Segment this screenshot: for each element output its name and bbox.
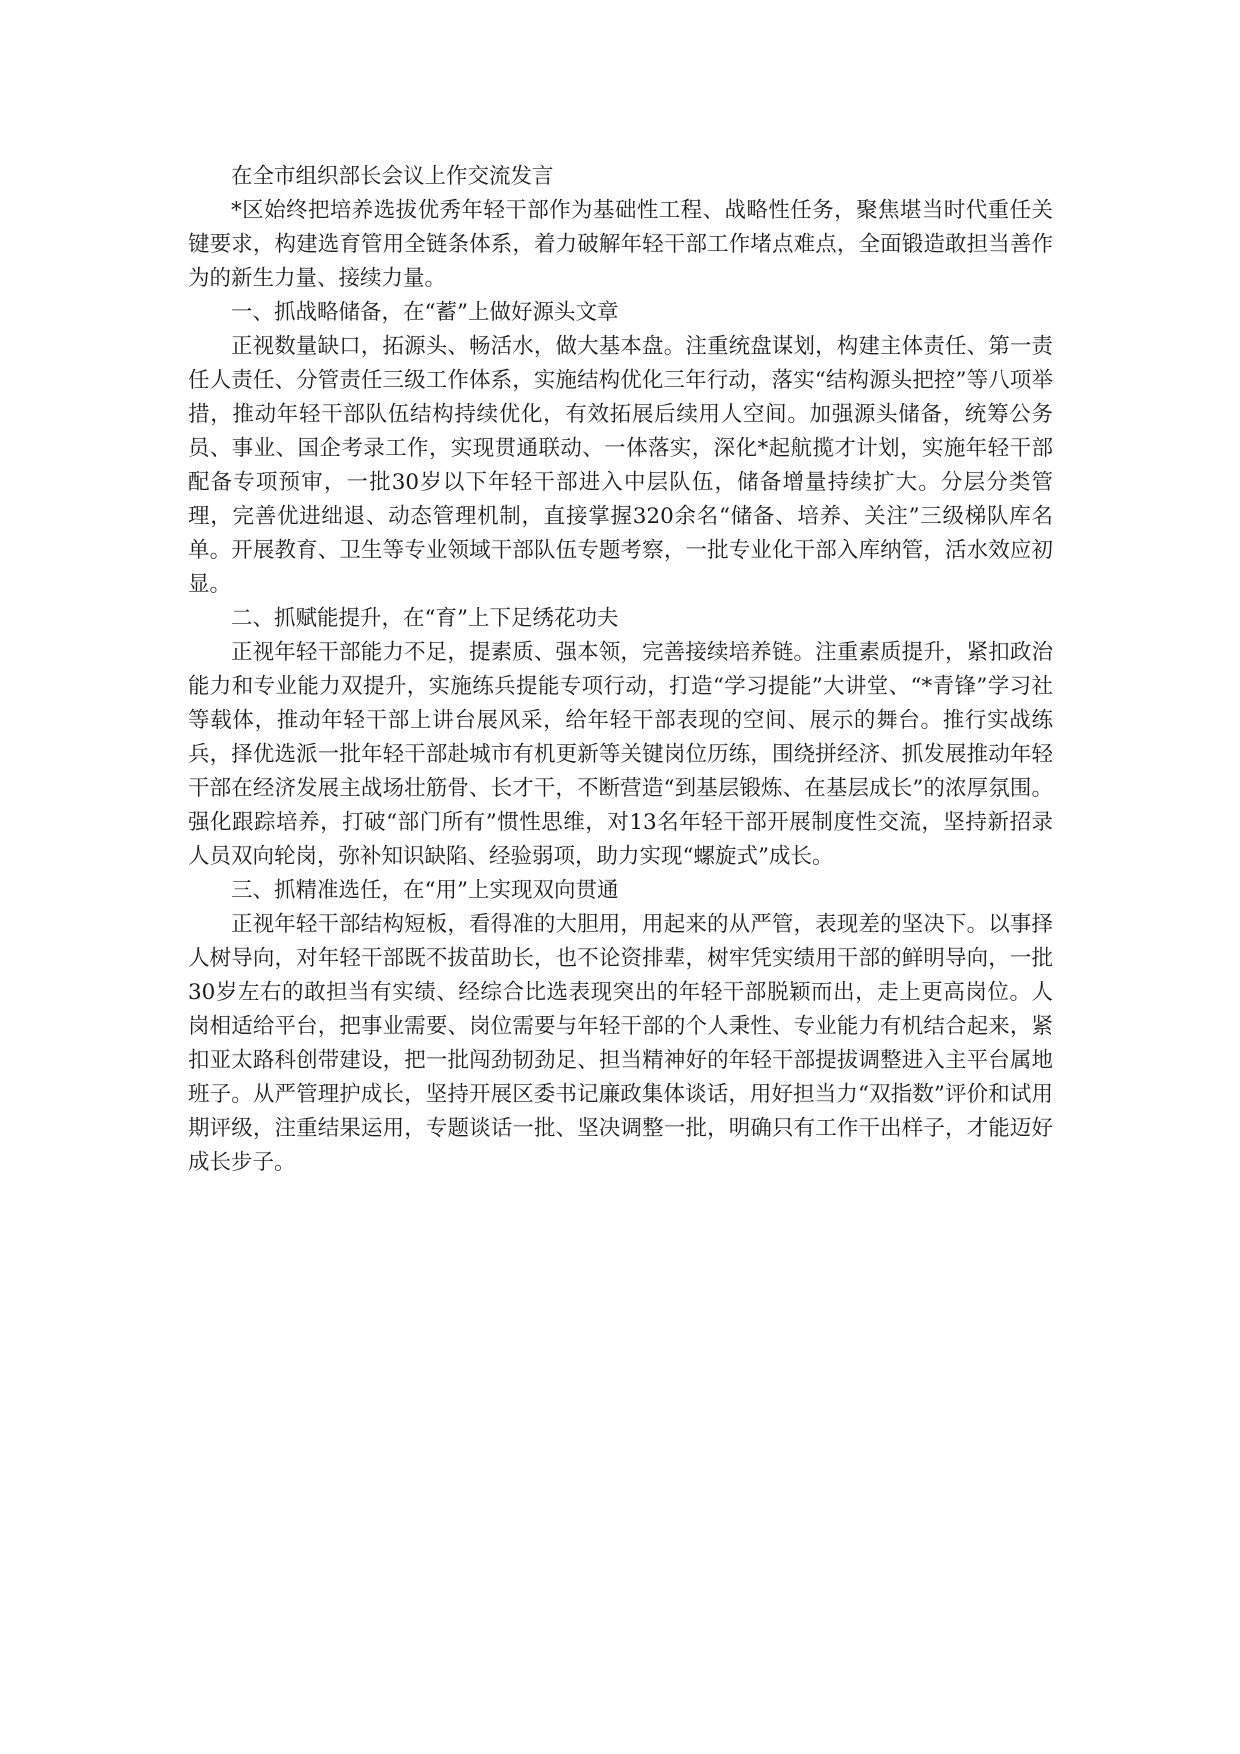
section-1-body: 正视数量缺口，拓源头、畅活水，做大基本盘。注重统盘谋划，构建主体责任、第一责任人责任、分管责任三级工作体系，实施结构优化三年行动，落实“结构源头把控”等八项举措，推动年轻干部队伍结构持续优化，有效拓展后续用人空间。加强源头储备，统筹公务员、事业、国企考录工作，实现贯通联动、一体落实，深化*起航揽才计划，实施年轻干部配备专项预审，一批30岁以下年轻干部进入中层队伍，储备增量持续扩大。分层分类管理，完善优进绌退、动态管理机制，直接掌握320余名“储备、培养、关注”三级梯队库名单。开展教育、卫生等专业领域干部队伍专题考察，一批专业化干部入库纳管，活水效应初显。 bbox=[188, 334, 1053, 597]
document-page bbox=[188, 160, 1053, 1180]
section-2-heading: 二、抓赋能提升，在“育”上下足绣花功夫 bbox=[231, 606, 619, 631]
document-title: 在全市组织部长会议上作交流发言 bbox=[231, 164, 554, 189]
section-2-body: 正视年轻干部能力不足，提素质、强本领，完善接续培养链。注重素质提升，紧扣政治能力和专业能力双提升，实施练兵提能专项行动，打造“学习提能”大讲堂、“*青锋”学习社等载体，推动年轻干部上讲台展风采，给年轻干部表现的空间、展示的舞台。推行实战练兵，择优选派一批年轻干部赴城市有机更新等关键岗位历练，围绕拼经济、抓发展推动年轻干部在经济发展主战场壮筋骨、长才干，不断营造“到基层锻炼、在基层成长”的浓厚氛围。强化跟踪培养，打破“部门所有”惯性思维，对13名年轻干部开展制度性交流，坚持新招录人员双向轮岗，弥补知识缺陷、经验弱项，助力实现“螺旋式”成长。 bbox=[188, 640, 1053, 869]
section-3-heading: 三、抓精准选任，在“用”上实现双向贯通 bbox=[231, 878, 619, 903]
section-1-heading: 一、抓战略储备，在“蓄”上做好源头文章 bbox=[231, 300, 619, 325]
intro-paragraph: *区始终把培养选拔优秀年轻干部作为基础性工程、战略性任务，聚焦堪当时代重任关键要求，构建选育管用全链条体系，着力破解年轻干部工作堵点难点，全面锻造敢担当善作为的新生力量、接续力量。 bbox=[188, 198, 1053, 291]
section-3-body: 正视年轻干部结构短板，看得准的大胆用，用起来的从严管，表现差的坚决下。以事择人树导向，对年轻干部既不拔苗助长，也不论资排辈，树牢凭实绩用干部的鲜明导向，一批30岁左右的敢担当有实绩、经综合比选表现突出的年轻干部脱颖而出，走上更高岗位。人岗相适给平台，把事业需要、岗位需要与年轻干部的个人秉性、专业能力有机结合起来，紧扣亚太路科创带建设，把一批闯劲韧劲足、担当精神好的年轻干部提拔调整进入主平台属地班子。从严管理护成长，坚持开展区委书记廉政集体谈话，用好担当力“双指数”评价和试用期评级，注重结果运用，专题谈话一批、坚决调整一批，明确只有工作干出样子，才能迈好成长步子。 bbox=[188, 912, 1053, 1175]
